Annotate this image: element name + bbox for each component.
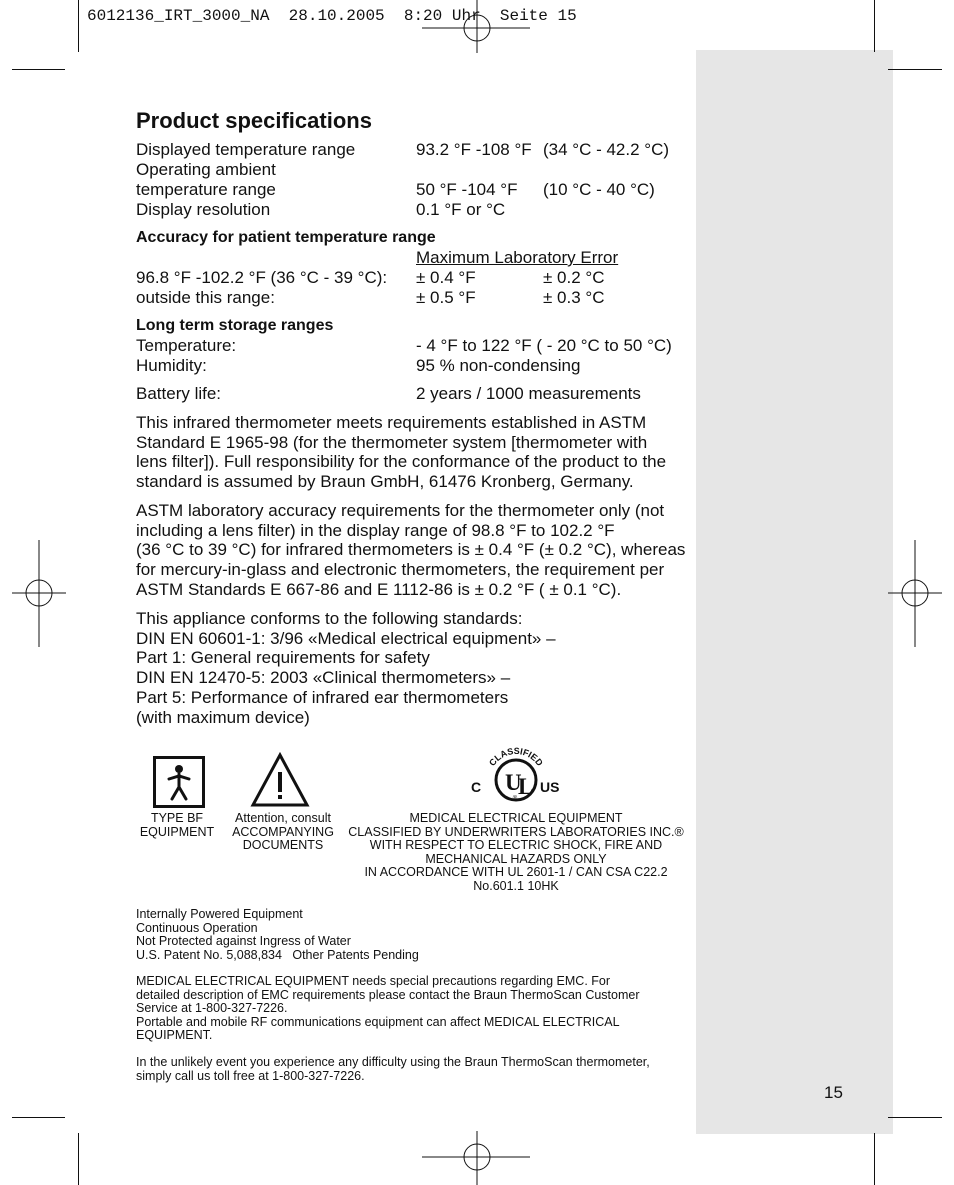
caption-line: EQUIPMENT <box>139 824 215 839</box>
accuracy-column-header: Maximum Laboratory Error <box>416 248 619 267</box>
caption-line: ACCOMPANYING <box>232 824 334 839</box>
paragraph-line: This appliance conforms to the following standards: <box>136 609 523 628</box>
svg-text:C: C <box>471 779 482 795</box>
caption-line: WITH RESPECT TO ELECTRIC SHOCK, FIRE AND <box>369 838 663 852</box>
attention-caption <box>226 812 340 853</box>
display-range-value-c: (34 °C - 42.2 °C) <box>543 140 670 159</box>
equipment-notes <box>136 908 419 962</box>
svg-text:®: ® <box>512 796 518 802</box>
accuracy-heading: Accuracy for patient temperature range <box>136 229 436 246</box>
battery-value: 2 years / 1000 measurements <box>416 384 641 403</box>
caption-line: DOCUMENTS <box>242 838 324 852</box>
paragraph-line: This infrared thermometer meets requirements established in ASTM <box>136 413 647 432</box>
paragraph-line: Part 1: General requirements for safety <box>136 648 430 668</box>
caption-line: MECHANICAL HAZARDS ONLY <box>425 851 607 866</box>
page-number: 15 <box>824 1083 843 1102</box>
note-line: MEDICAL ELECTRICAL EQUIPMENT needs special precautions regarding EMC. For <box>136 974 611 988</box>
storage-temperature-label: Temperature: <box>136 336 237 355</box>
astm-paragraph <box>136 413 666 492</box>
paragraph-line: DIN EN 12470-5: 2003 «Clinical thermometers» – <box>136 668 511 688</box>
ambient-value-f: 50 °F -104 °F <box>416 180 518 199</box>
print-slug: 6012136_IRT_3000_NA 28.10.2005 8:20 Uhr Seite 15 <box>87 7 577 25</box>
accuracy-row-f: ± 0.5 °F <box>416 288 476 307</box>
note-line: detailed description of EMC requirements please contact the Braun ThermoScan Customer <box>136 987 640 1002</box>
paragraph-line: ASTM Standards E 667-86 and E 1112-86 is ± 0.2 °F ( ± 0.1 °C). <box>136 579 622 599</box>
astm-accuracy-paragraph <box>136 501 685 600</box>
caption-line: CLASSIFIED BY UNDERWRITERS LABORATORIES INC.® <box>348 824 684 839</box>
paragraph-line: lens filter]). Full responsibility for the conformance of the product to the <box>136 452 667 472</box>
note-line: Service at 1-800-327-7226. <box>136 1001 288 1015</box>
ul-classified-logo-icon <box>468 742 564 808</box>
caption-line: IN ACCORDANCE WITH UL 2601-1 / CAN CSA C22.2 <box>364 865 668 879</box>
storage-temperature-value: - 4 °F to 122 °F ( - 20 °C to 50 °C) <box>416 336 672 355</box>
warning-triangle-icon <box>250 752 310 808</box>
accuracy-row-c: ± 0.3 °C <box>543 288 605 307</box>
support-notes <box>136 1056 650 1083</box>
note-line: Portable and mobile RF communications equipment can affect MEDICAL ELECTRICAL <box>136 1014 620 1029</box>
note-line: EQUIPMENT. <box>136 1028 213 1042</box>
note-line: simply call us toll free at 1-800-327-7226. <box>136 1068 365 1083</box>
battery-label: Battery life: <box>136 384 222 403</box>
accuracy-row-f: ± 0.4 °F <box>416 268 476 287</box>
resolution-value: 0.1 °F or °C <box>416 200 506 219</box>
accuracy-row-c: ± 0.2 °C <box>543 268 605 287</box>
svg-text:US: US <box>540 779 560 795</box>
ambient-label-2: temperature range <box>136 180 276 199</box>
standards-paragraph <box>136 609 556 727</box>
note-line: Internally Powered Equipment <box>136 907 303 921</box>
note-line: U.S. Patent No. 5,088,834 Other Patents Pending <box>136 947 419 962</box>
emc-notes <box>136 975 640 1043</box>
display-range-label: Displayed temperature range <box>136 140 356 159</box>
ul-caption <box>344 812 688 893</box>
paragraph-line: ASTM laboratory accuracy requirements for the thermometer only (not <box>136 501 665 520</box>
accuracy-row-range: outside this range: <box>136 288 275 307</box>
ambient-label-1: Operating ambient <box>136 160 276 179</box>
paragraph-line: (36 °C to 39 °C) for infrared thermometers is ± 0.4 °F (± 0.2 °C), whereas <box>136 540 686 560</box>
display-range-value-f: 93.2 °F -108 °F <box>416 140 532 159</box>
storage-heading: Long term storage ranges <box>136 317 334 334</box>
paragraph-line: including a lens filter) in the display range of 98.8 °F to 102.2 °F <box>136 520 615 540</box>
note-line: Continuous Operation <box>136 920 258 935</box>
storage-humidity-value: 95 % non-condensing <box>416 356 581 375</box>
paragraph-line: DIN EN 60601-1: 3/96 «Medical electrical equipment» – <box>136 628 556 648</box>
note-line: Not Protected against Ingress of Water <box>136 934 351 948</box>
caption-line: Attention, consult <box>235 811 331 825</box>
accuracy-row-range: 96.8 °F -102.2 °F (36 °C - 39 °C): <box>136 268 388 287</box>
page-title: Product specifications <box>136 108 372 133</box>
resolution-label: Display resolution <box>136 200 271 219</box>
ambient-value-c: (10 °C - 40 °C) <box>543 180 655 199</box>
paragraph-line: (with maximum device) <box>136 707 310 727</box>
paragraph-line: for mercury-in-glass and electronic thermometers, the requirement per <box>136 560 665 580</box>
paragraph-line: standard is assumed by Braun GmbH, 61476 Kronberg, Germany. <box>136 472 634 492</box>
type-bf-icon <box>153 756 205 808</box>
svg-text:L: L <box>518 774 534 799</box>
paragraph-line: Part 5: Performance of infrared ear thermometers <box>136 687 509 707</box>
caption-line: No.601.1 10HK <box>473 878 559 893</box>
paragraph-line: Standard E 1965-98 (for the thermometer system [thermometer with <box>136 432 648 452</box>
caption-line: TYPE BF <box>150 811 204 825</box>
svg-text:CLASSIFIED: CLASSIFIED <box>487 745 545 768</box>
note-line: In the unlikely event you experience any difficulty using the Braun ThermoScan thermometer, <box>136 1055 650 1069</box>
svg-text:U: U <box>505 770 522 795</box>
caption-line: MEDICAL ELECTRICAL EQUIPMENT <box>409 811 623 825</box>
storage-humidity-label: Humidity: <box>136 356 207 375</box>
type-bf-caption <box>130 812 224 839</box>
